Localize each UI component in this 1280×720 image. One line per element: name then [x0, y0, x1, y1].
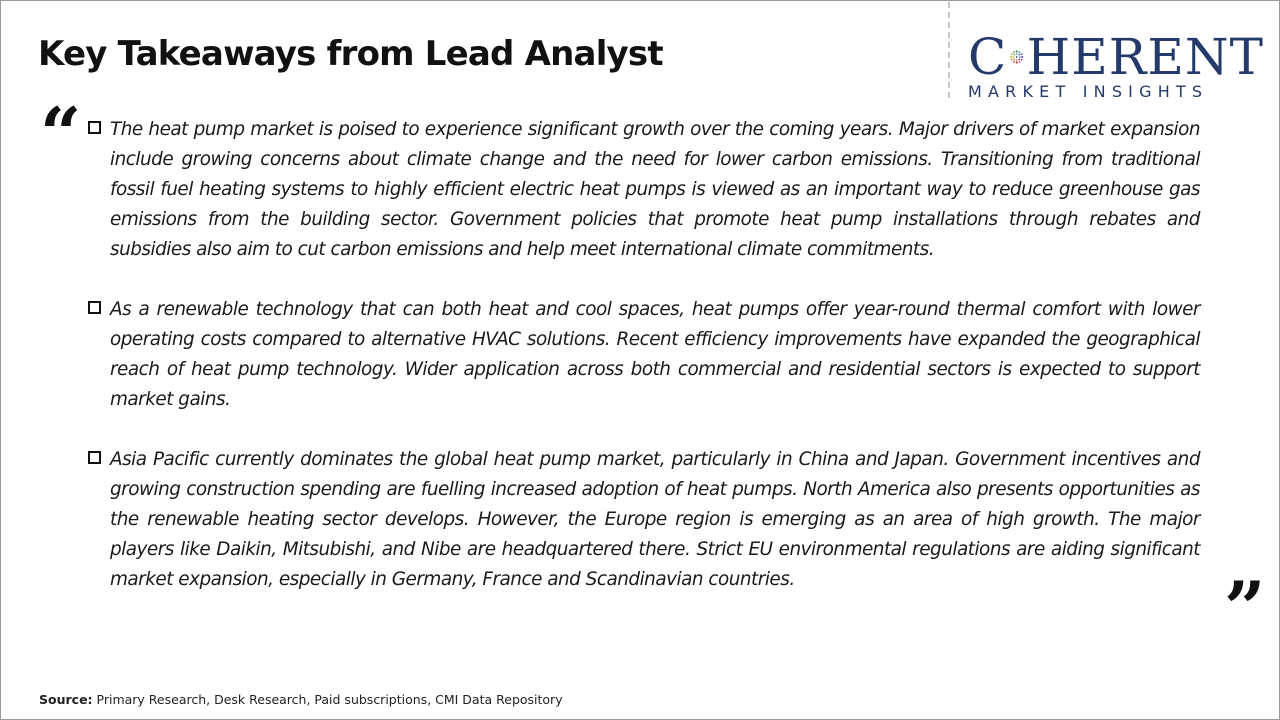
list-item — [86, 295, 1200, 415]
logo-letter-c: C — [968, 28, 1008, 86]
list-item — [86, 445, 1200, 595]
logo-word: HERENT — [1026, 28, 1264, 86]
header-divider — [948, 2, 950, 98]
source-note — [39, 692, 563, 707]
source-label: Source: — [39, 692, 93, 707]
open-quote-icon: “ — [40, 91, 82, 176]
bullet-text: As a renewable technology that can both heat and cool spaces, heat pumps offer year-round thermal comfort with lower operating costs compared to alternative HVAC solutions. Recent efficiency improvements have expanded the geographical reach of heat pump technology. Wider application across both commercial and residential sectors is expected to support market gains. — [110, 299, 1200, 410]
company-logo — [968, 30, 1264, 102]
page-title: Key Takeaways from Lead Analyst — [38, 34, 663, 74]
checkbox-bullet-icon — [88, 301, 101, 314]
list-item — [86, 115, 1200, 265]
checkbox-bullet-icon — [88, 121, 101, 134]
dotted-globe-icon — [1009, 35, 1024, 79]
takeaways-list — [86, 115, 1200, 625]
source-text: Primary Research, Desk Research, Paid subscriptions, CMI Data Repository — [96, 692, 563, 707]
logo-subtitle: MARKET INSIGHTS — [968, 82, 1209, 101]
checkbox-bullet-icon — [88, 451, 101, 464]
bullet-text: The heat pump market is poised to experience significant growth over the coming years. Major drivers of market expansion include growing concerns about climate change and the need for lower carbon emissions. Transitioning from traditional fossil fuel heating systems to highly efficient electric heat pumps is viewed as an important way to reduce greenhouse gas emissions from the building sector. Government policies that promote heat pump installations through rebates and subsidies also aim to cut carbon emissions and help meet international climate commitments. — [110, 119, 1200, 260]
close-quote-icon: ” — [1224, 565, 1266, 650]
bullet-text: Asia Pacific currently dominates the global heat pump market, particularly in China and Japan. Government incentives and growing construction spending are fuelling increased adoption of heat pumps. North America also presents opportunities as the renewable heating sector develops. However, the Europe region is emerging as an area of high growth. The major players like Daikin, Mitsubishi, and Nibe are headquartered there. Strict EU environmental regulations are aiding significant market expansion, especially in Germany, France and Scandinavian countries. — [110, 449, 1200, 590]
